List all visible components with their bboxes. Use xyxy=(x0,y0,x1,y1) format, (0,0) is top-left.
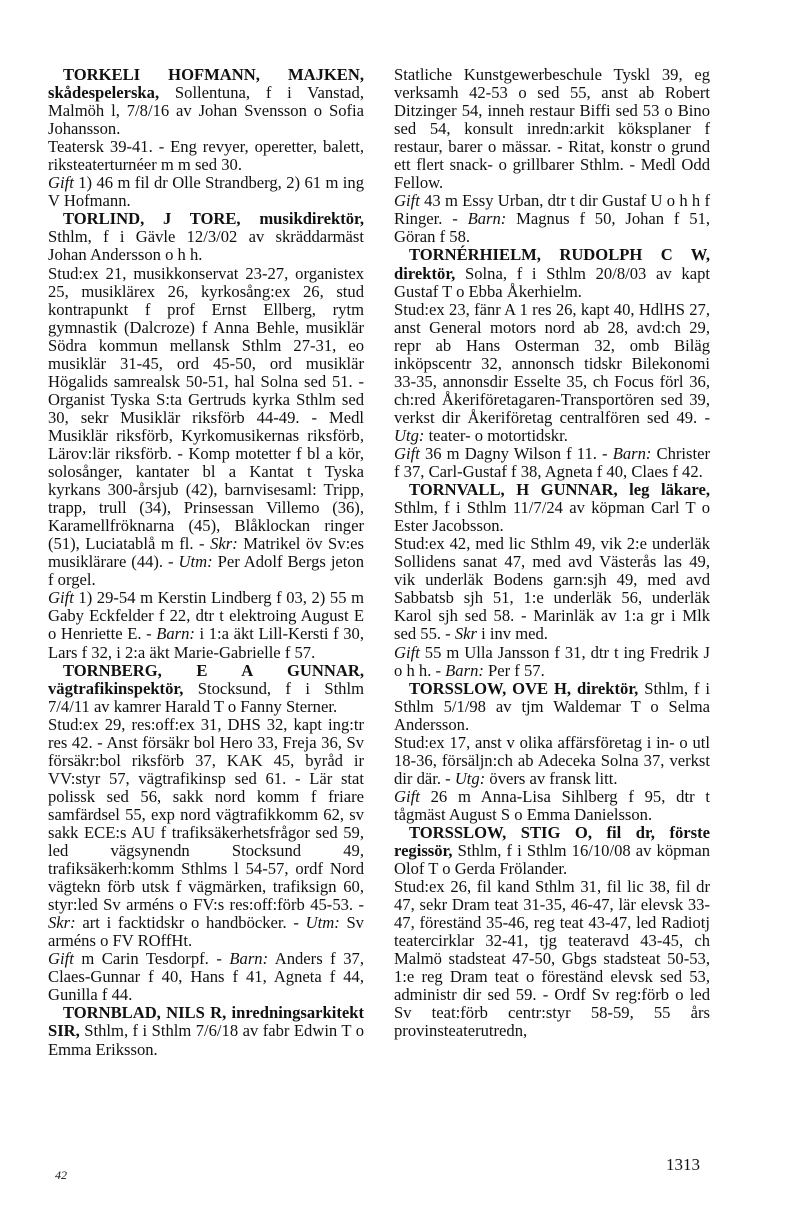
entry-text: Stud:ex 26, fil kand Sthlm 31, fil lic 38, fil dr 47, sekr Dram teat 31-35, 46-47, lär elevsk 33-47, föreständ 35-46, reg teat 43-47, led Radiotj teatercirklar 32-41, tjg teateravd 43-45, ch Malmö stadsteat 47-50, Gbgs stadsteat 50-53, 1:e reg Dram teat o föreständ elevsk sed 53, administr dir sed 59. - Ordf Sv reg:förb o led Sv teat:förb centr:styr 58-59, 55 års provinsteaterutredn, xyxy=(394,877,710,1041)
entry-label: Gift xyxy=(48,588,74,608)
entry-label: Gift xyxy=(394,443,420,463)
entry-text: övers av fransk litt. xyxy=(485,768,618,788)
entry-text: art i facktidskr o handböcker. - xyxy=(75,913,306,933)
entry-label: Skr xyxy=(454,624,477,644)
entry-title: leg läkare, xyxy=(629,480,710,500)
entry-text: 26 m Anna-Lisa Sihlberg f 95, dtr t tågmäst August S o Emma Danielsson. xyxy=(394,786,710,824)
entry-family xyxy=(48,174,364,210)
entry-heading xyxy=(394,680,710,734)
entry-label: Utm: xyxy=(305,913,340,933)
entry-text: Stud:ex 23, fänr A 1 res 26, kapt 40, HdlHS 27, anst General motors nord ab 28, avd:ch 29, repr ab Hans Osterman 32, omb Biläg inköpscentr 32, annonsch tidskr Bilekonomi 33-35, annonsdir Esselte 35, ch Focus förl 36, ch:red Åkeriföretagaren-Transportören sed 39, verkst dir Åkeriföretag centralfören sed 49. - xyxy=(394,299,710,427)
entry-text: Sthlm, f i Sthlm 7/6/18 av fabr Edwin T o Emma Eriksson. xyxy=(48,1021,364,1059)
entry-career xyxy=(394,301,710,445)
entry-text: Anders f 37, Claes-Gunnar f 40, Hans f 41, Agneta f 44, Gunilla f 44. xyxy=(48,949,364,1005)
entry-text: Stud:ex 17, anst v olika affärsföretag i in- o utl 18-36, försäljn:ch ab Adeceka Solna 37, verkst dir där. - xyxy=(394,732,710,788)
entry-heading xyxy=(48,662,364,716)
entry-title: musikdirektör, xyxy=(259,209,365,229)
entry-label: Gift xyxy=(394,642,420,662)
entry-label: Skr: xyxy=(48,913,76,933)
entry-label: Barn: xyxy=(229,949,269,969)
entry-text: Sthlm, f i Sthlm 16/10/08 av köpman Olof T o Gerda Frölander. xyxy=(394,841,710,879)
entry-label: Utm: xyxy=(178,552,213,572)
entry-family xyxy=(394,644,710,680)
entry-heading xyxy=(394,481,710,535)
entry-text: 55 m Ulla Jansson f 31, dtr t ing Fredrik J o h h. - xyxy=(394,642,710,680)
entry-career xyxy=(394,535,710,643)
entry-label: Gift xyxy=(48,173,74,193)
entry-name: TORNÉRHIELM, RUDOLPH C W, xyxy=(408,245,710,265)
entry-label: Gift xyxy=(394,786,420,806)
entry-text: 43 m Essy Urban, dtr t dir Gustaf U o h h f Ringer. - xyxy=(394,191,710,229)
entry-title: fil dr, förste regissör, xyxy=(394,822,710,861)
entry-name: TORSSLOW, STIG O, xyxy=(408,822,592,842)
entry-text: Sollentuna, f i Vanstad, Malmöh l, 7/8/16 av Johan Svensson o Sofia Johansson. xyxy=(48,83,364,139)
entry-text: Teatersk 39-41. - Eng revyer, operetter, balett, riksteaterturnéer m m sed 30. xyxy=(48,137,364,175)
entry-heading xyxy=(48,210,364,264)
left-column xyxy=(48,66,364,1059)
entry-label: Barn: xyxy=(156,624,195,644)
entry-heading xyxy=(394,246,710,300)
entry-text: Stud:ex 42, med lic Sthlm 49, vik 2:e underläk Sollidens sanat 47, med avd Västerås las 49, vik underläk Bodens garn:sjh 49, med avd Sabbatsb sjh 51, 1:e underläk 56, underläk Karol sjh sed 58. - Marinläk av 1:a gr i Mlk sed 55. - xyxy=(394,534,710,644)
entry-career xyxy=(394,878,710,1040)
entry-title: skådespelerska, xyxy=(48,83,160,103)
entry-text: Per Adolf Bergs jeton f orgel. xyxy=(48,552,364,590)
entry-career xyxy=(394,734,710,788)
entry-heading xyxy=(48,1004,364,1058)
entry-title: direktör, xyxy=(394,263,456,283)
entry-label: Barn: xyxy=(612,443,652,463)
entry-family xyxy=(48,589,364,661)
entry-text: Magnus f 50, Johan f 51, Göran f 58. xyxy=(394,209,711,247)
entry-name: TORLIND, J TORE, xyxy=(62,209,241,229)
entry-text: i 1:a äkt Lill-Kersti f 30, Lars f 32, i 2:a äkt Marie-Gabrielle f 57. xyxy=(48,624,365,662)
entry-text: Sthlm, f i Gävle 12/3/02 av skräddarmäst Johan Andersson o h h. xyxy=(48,227,364,265)
entry-name: TORNVALL, H GUNNAR, xyxy=(408,480,618,500)
page-number-left: 42 xyxy=(55,1168,67,1182)
entry-name: TORKELI HOFMANN, MAJKEN, xyxy=(62,65,364,84)
entry-career xyxy=(48,265,364,590)
entry-text: Christer f 37, Carl-Gustaf f 38, Agneta f 40, Claes f 42. xyxy=(394,443,711,482)
entry-heading xyxy=(48,66,364,138)
entry-text: m Carin Tesdorpf. - xyxy=(73,949,230,969)
entry-text: Stud:ex 29, res:off:ex 31, DHS 32, kapt ing:tr res 42. - Anst försäkr bol Hero 33, Freja 36, Sv försäkr:bol riksförb 37, KAK 45, byråd ir VV:styr 57, vägtrafikinsp sed 61. - Lär stat polissk sed 56, sakk nord komm f friare samfärdsel 55, exp nord vägtrafikkomm 62, sv sakk ECE:s AU f trafiksäkerhetsfrågor sed 59, led vägsynendn Stocksund 49, trafiksäkerh:komm Sthlms l 54-57, ordf Nord vägtekn förb utsk f vägmärken, trafiksign 60, styr:led Sv arméns o FV:s res:off:förb 45-53. - xyxy=(48,714,364,915)
entry-family xyxy=(394,192,710,246)
entry-text: Sthlm, f i Sthlm 11/7/24 av köpman Carl T o Ester Jacobsson. xyxy=(394,498,710,536)
entry-name: TORNBLAD, NILS R, xyxy=(62,1003,227,1023)
entry-label: Barn: xyxy=(445,660,484,680)
entry-text: Per f 57. xyxy=(483,660,545,680)
entry-family xyxy=(394,445,710,481)
entry-text: i inv med. xyxy=(476,624,548,644)
entry-text: Solna, f i Sthlm 20/8/03 av kapt Gustaf T o Ebba Åkerhielm. xyxy=(394,263,710,301)
entry-text: teater- o motortidskr. xyxy=(424,425,568,445)
entry-title: inredningsarkitekt SIR, xyxy=(48,1003,364,1041)
entry-text: Sthlm, f i Sthlm 5/1/98 av tjm Waldemar T o Selma Andersson. xyxy=(394,678,711,734)
entry-text: Matrikel öv Sv:es musiklärare (44). - xyxy=(48,534,364,572)
entry-heading xyxy=(394,824,710,878)
entry-text: Stocksund, f i Sthlm 7/4/11 av kamrer Harald T o Fanny Sterner. xyxy=(48,678,364,716)
entry-label: Gift xyxy=(48,949,74,969)
entry-label: Utg: xyxy=(454,768,486,788)
entry-label: Utg: xyxy=(394,425,425,445)
entry-family xyxy=(48,950,364,1004)
right-column xyxy=(394,66,710,1041)
entry-text: Statliche Kunstgewerbeschule Tyskl 39, eg verksamh 42-53 o sed 55, anst ab Robert Ditzinger 54, inneh restaur Biffi sed 53 o Bino sed 54, konsult inredn:arkit köksplaner f restaur, barer o mässar. - Ritat, konstr o grund ett flert snack- o grillbarer Sthlm. - Medl Odd Fellow. xyxy=(394,65,710,193)
entry-title: vägtrafikinspektör, xyxy=(48,678,184,698)
entry-text: 1) 46 m fil dr Olle Strandberg, 2) 61 m ing V Hofmann. xyxy=(48,173,364,211)
entry-label: Skr: xyxy=(210,534,238,554)
entry-text: 36 m Dagny Wilson f 11. - xyxy=(419,443,613,463)
entry-text: 1) 29-54 m Kerstin Lindberg f 03, 2) 55 m Gaby Eckfelder f 22, dtr t elektroing August E o Henriette E. - xyxy=(48,588,364,644)
entry-career xyxy=(48,138,364,174)
entry-family xyxy=(394,788,710,824)
entry-label: Gift xyxy=(394,191,420,211)
entry-text: Sv arméns o FV ROffHt. xyxy=(48,913,364,951)
entry-name: TORSSLOW, OVE H, xyxy=(408,678,572,698)
entry-label: Barn: xyxy=(467,209,507,229)
entry-name: TORNBERG, E A GUNNAR, xyxy=(62,660,364,680)
page-number-right: 1313 xyxy=(666,1155,700,1174)
entry-text: Stud:ex 21, musikkonservat 23-27, organistex 25, musiklärex 26, kyrkosång:ex 26, stud kontrapunkt f prof Ernst Ellberg, rytm gymnastik (Dalcroze) f Anna Behle, musiklär Södra kommun mellansk Sthlm 27-31, eo musiklär 31-45, ord 45-50, ord musiklär Högalids samrealsk 50-51, hal Solna sed 51. - Organist Tyska S:ta Gertruds kyrka Sthlm sed 30, sekr Musiklär riksförb 44-49. - Medl Musiklär riksförb, Kyrkomusikernas riksförb, Lärov:lär riksförb. - Komp motetter f bl a kör, solosånger, kantater bl a Kantat t Tyska kyrkans 300-årsjub (42), barnvisesaml: Tripp, trapp, trull (34), Prinsessan Villemo (36), Karamellfröknarna (45), Blåklockan ringer (51), Luciatablå m fl. - xyxy=(48,263,364,554)
entry-career xyxy=(394,66,710,192)
entry-title: direktör, xyxy=(577,678,639,698)
entry-career xyxy=(48,716,364,951)
